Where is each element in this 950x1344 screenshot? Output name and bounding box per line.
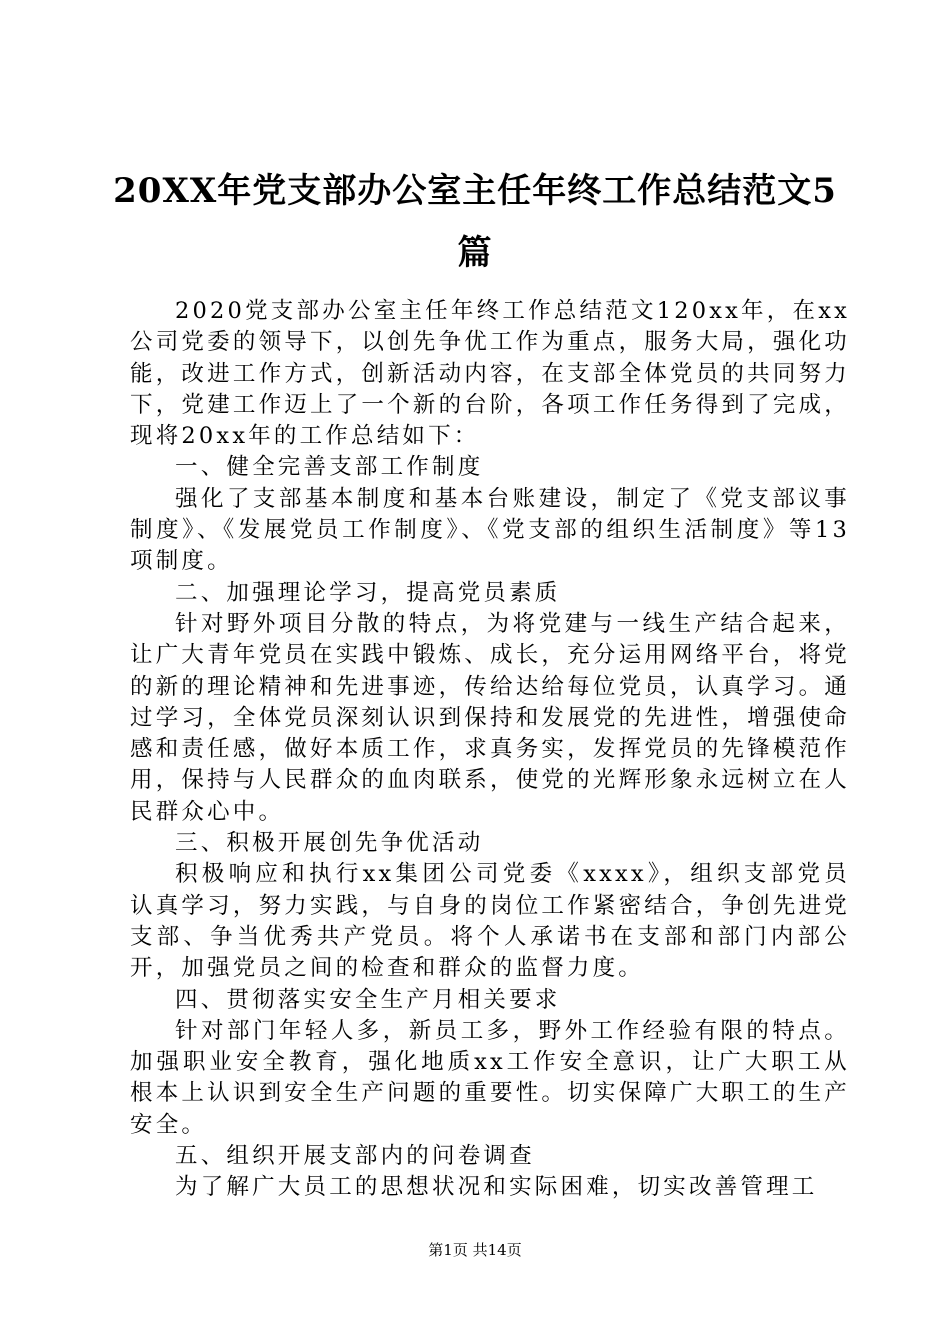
paragraph-section-4: 针对部门年轻人多，新员工多，野外工作经验有限的特点。加强职业安全教育，强化地质xx工作安全意识，让广大职工从根本上认识到安全生产问题的重要性。切实保障广大职工的生产安全。 [130, 1017, 850, 1138]
section-heading-5: 五、组织开展支部内的问卷调查 [175, 1143, 535, 1170]
section-heading-4: 四、贯彻落实安全生产月相关要求 [175, 986, 561, 1013]
paragraph-section-2: 针对野外项目分散的特点，为将党建与一线生产结合起来，让广大青年党员在实践中锻炼、成长，充分运用网络平台，将党的新的理论精神和先进事迹，传给达给每位党员，认真学习。通过学习，全体党员深刻认识到保持和发展党的先进性，增强使命感和责任感，做好本质工作，求真务实，发挥党员的先锋模范作用，保持与人民群众的血肉联系，使党的光辉形象永远树立在人民群众心中。 [130, 610, 850, 825]
paragraph-section-3: 积极响应和执行xx集团公司党委《xxxx》，组织支部党员认真学习，努力实践，与自身的岗位工作紧密结合，争创先进党支部、争当优秀共产党员。将个人承诺书在支部和部门内部公开，加强党员之间的检查和群众的监督力度。 [130, 861, 850, 982]
section-heading-2: 二、加强理论学习，提高党员素质 [175, 579, 561, 606]
document-title: 20XX年党支部办公室主任年终工作总结范文5篇 [113, 171, 837, 273]
paragraph-section-5: 为了解广大员工的思想状况和实际困难，切实改善管理工 [175, 1174, 818, 1201]
page-number-footer: 第1页 共14页 [428, 1241, 522, 1259]
paragraph-intro: 2020党支部办公室主任年终工作总结范文120xx年，在xx公司党委的领导下，以创先争优工作为重点，服务大局，强化功能，改进工作方式，创新活动内容，在支部全体党员的共同努力下，党建工作迈上了一个新的台阶，各项工作任务得到了完成，现将20xx年的工作总结如下： [130, 298, 850, 450]
document-body [130, 296, 850, 1204]
paragraph-section-1: 强化了支部基本制度和基本台账建设，制定了《党支部议事制度》、《发展党员工作制度》、《党支部的组织生活制度》等13项制度。 [130, 485, 850, 575]
section-heading-3: 三、积极开展创先争优活动 [175, 830, 484, 857]
section-heading-1: 一、健全完善支部工作制度 [175, 454, 484, 481]
